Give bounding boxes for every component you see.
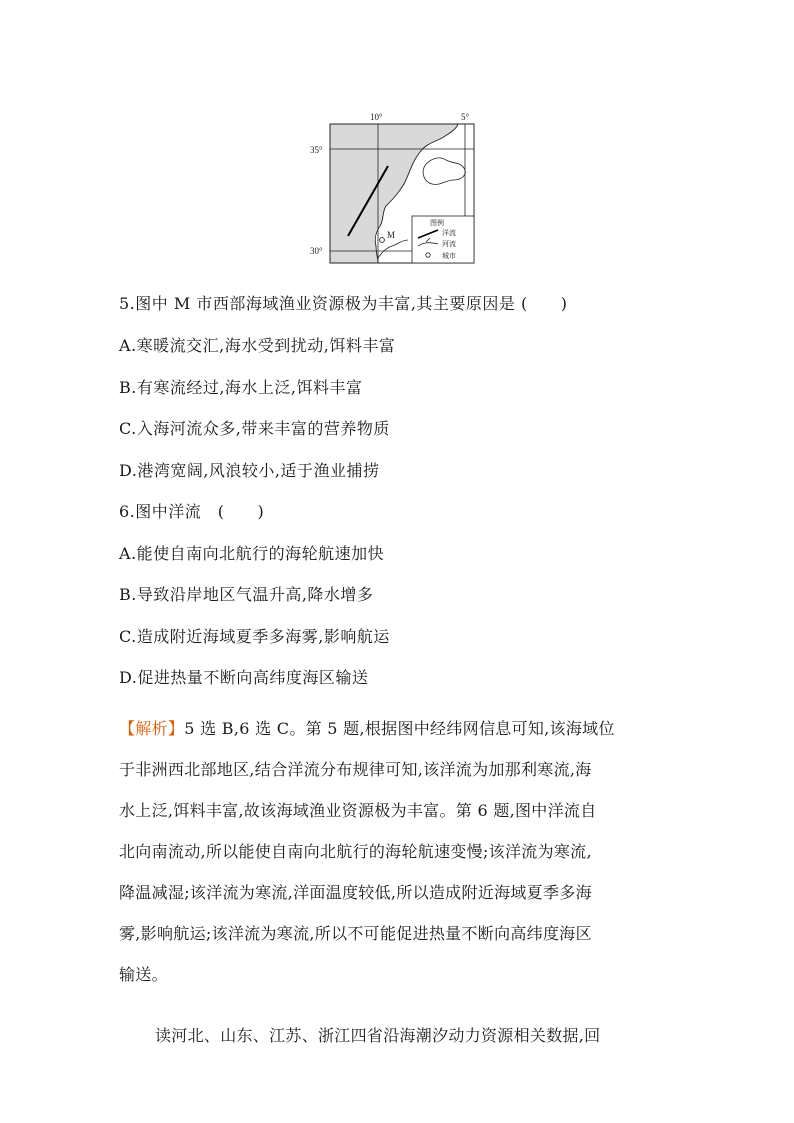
option-5b: B.有寒流经过,海水上泛,饵料丰富 bbox=[119, 378, 363, 397]
legend-current-label: 洋流 bbox=[442, 229, 456, 237]
option-6d: D.促进热量不断向高纬度海区输送 bbox=[119, 668, 369, 687]
map-svg bbox=[308, 108, 480, 268]
city-m-label: M bbox=[387, 230, 396, 240]
city-m-marker bbox=[380, 238, 385, 243]
analysis-line-1 bbox=[119, 708, 679, 749]
question-6: 6.图中洋流 ( ) bbox=[119, 502, 265, 521]
option-6c: C.造成附近海域夏季多海雾,影响航运 bbox=[119, 627, 390, 646]
analysis-tag-open: 【 bbox=[119, 719, 136, 738]
lon-label-5: 5° bbox=[461, 112, 470, 122]
option-5d: D.港湾宽阔,风浪较小,适于渔业捕捞 bbox=[119, 461, 380, 480]
analysis-line-6: 雾,影响航运;该洋流为寒流,所以不可能促进热量不断向高纬度海区 bbox=[119, 924, 592, 943]
analysis-tag: 解析 bbox=[135, 719, 168, 738]
legend-title: 图例 bbox=[430, 219, 444, 227]
analysis-block bbox=[119, 708, 679, 995]
option-5a: A.寒暖流交汇,海水受到扰动,饵料丰富 bbox=[119, 336, 396, 355]
legend-river-label: 河流 bbox=[442, 240, 456, 248]
analysis-line-5: 降温减湿;该洋流为寒流,洋面温度较低,所以造成附近海域夏季多海 bbox=[119, 883, 592, 902]
analysis-line-7: 输送。 bbox=[119, 965, 168, 984]
analysis-tag-close: 】 bbox=[167, 719, 185, 738]
option-6b: B.导致沿岸地区气温升高,降水增多 bbox=[119, 585, 374, 604]
lat-label-35: 35° bbox=[310, 145, 323, 155]
analysis-text-1: 5 选 B,6 选 C。第 5 题,根据图中经纬网信息可知,该海域位 bbox=[184, 719, 615, 738]
legend-city-symbol bbox=[426, 253, 430, 257]
analysis-line-3: 水上泛,饵料丰富,故该海域渔业资源极为丰富。第 6 题,图中洋流自 bbox=[119, 801, 597, 820]
map-figure bbox=[308, 108, 480, 268]
analysis-line-2: 于非洲西北部地区,结合洋流分布规律可知,该洋流为加那利寒流,海 bbox=[119, 760, 592, 779]
question-5: 5.图中 M 市西部海域渔业资源极为丰富,其主要原因是 ( ) bbox=[119, 294, 568, 313]
lon-label-10: 10° bbox=[370, 112, 383, 122]
legend-city-label: 城市 bbox=[442, 252, 456, 260]
lat-label-30: 30° bbox=[310, 246, 323, 256]
next-question-intro: 读河北、山东、江苏、浙江四省沿海潮汐动力资源相关数据,回 bbox=[155, 1026, 601, 1045]
option-6a: A.能使自南向北航行的海轮航速加快 bbox=[119, 544, 385, 563]
option-5c: C.入海河流众多,带来丰富的营养物质 bbox=[119, 419, 390, 438]
analysis-line-4: 北向南流动,所以能使自南向北航行的海轮航速变慢;该洋流为寒流, bbox=[119, 842, 592, 861]
